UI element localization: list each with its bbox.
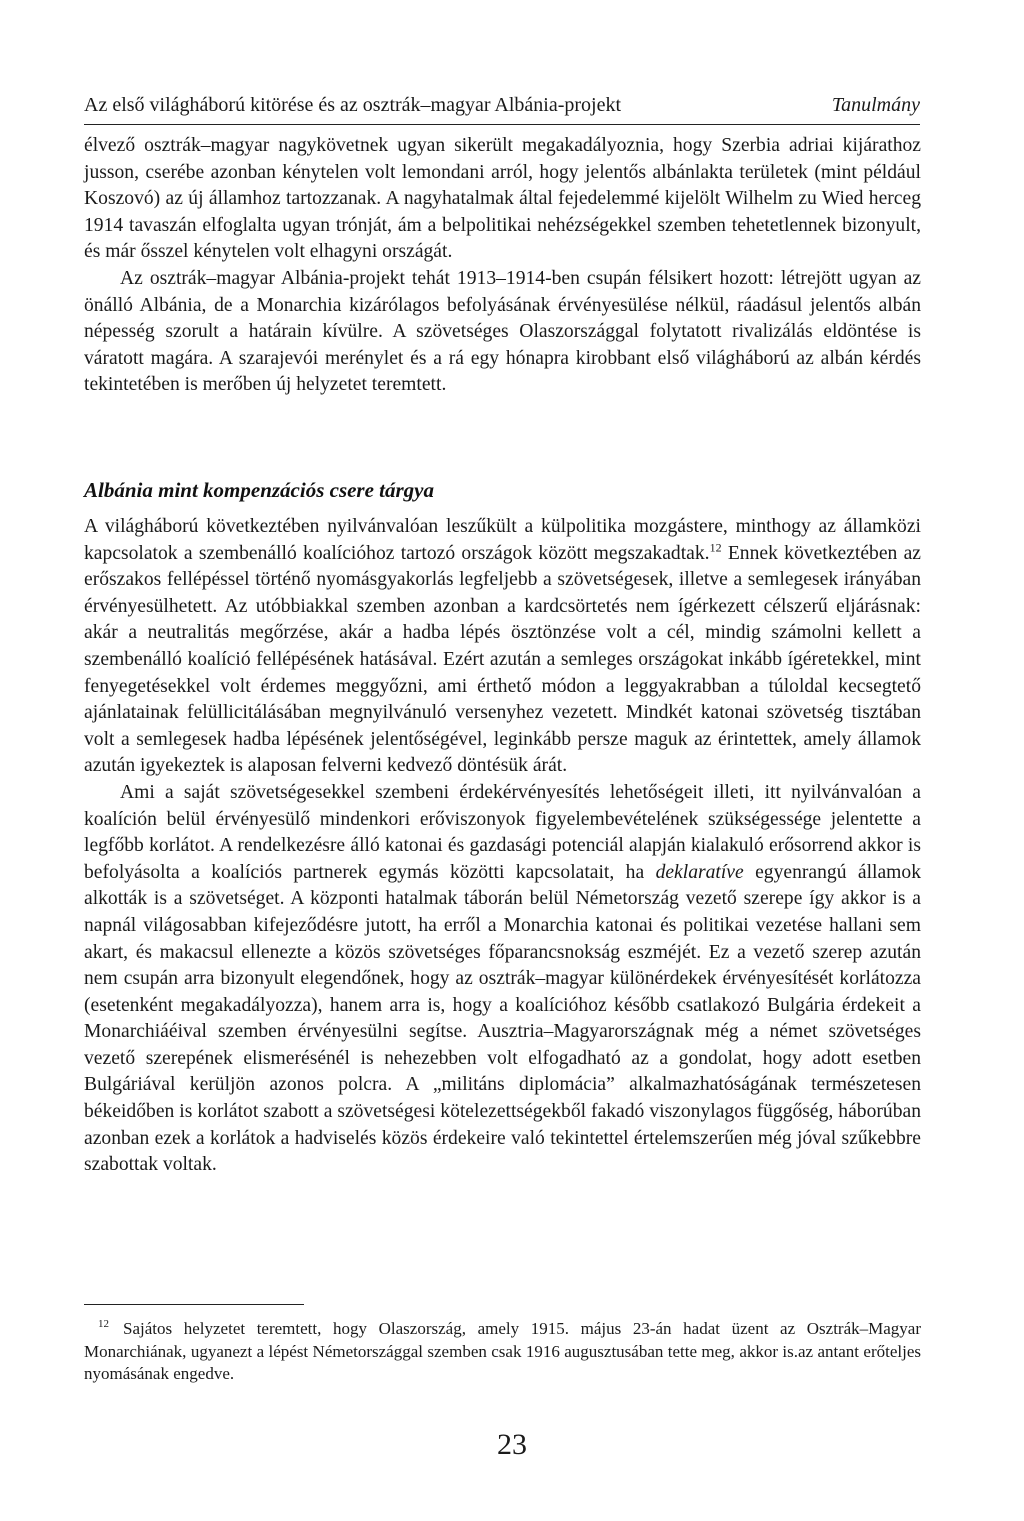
paragraph-text: Ami a saját szövetségesekkel szembeni érdekérvényesítés lehetőségeit illeti, itt nyilvánvalóan a koalíción belül érvényesülő mindenkori erőviszonyok figyelembevételének szükségessége jelentette a legfőbb korlátot. A rendelkezésre álló katonai és gazdasági potenciál alapján kialakuló erősorrend akkor is befolyásolta a koalíciós partnerek egymás közötti kapcsolatait, ha <box>84 781 921 883</box>
page-number: 23 <box>497 1428 527 1461</box>
italic-term: deklaratíve <box>655 861 744 883</box>
footnote-mark: 12 <box>98 1318 109 1331</box>
body-text-top <box>84 133 921 399</box>
paragraph-text: egyenrangú államok alkották is a szövetséget. A központi hatalmak táborán belül Németország vezető szerepe így akkor is a napnál világosabban kifejeződésre jutott, ha erről a Monarchia katonai és politikai vezetése hallani sem akart, és makacsul ellenezte a közös szövetséges főparancsnokság eszméjét. Ez a vezető szerep azután nem csupán arra bizonyult elegendőnek, hogy az osztrák–magyar különérdekek érvényesítését korlátozza (esetenként megakadályozza), hanem arra is, hogy a koalícióhoz később csatlakozó Bulgária érdekeit a Monarchiáéival szemben érvényesülni segítse. Ausztria–Magyarországnak még a német szövetséges vezető szerepének elismerésénél is nehezebben volt elfogadható az a gondolat, hogy adott esetben Bulgáriával kerüljön azonos polcra. A „militáns diplomácia” alkalmazhatóságának természetesen békeidőben is korlátot szabott a szövetségesi kötelezettségekből fakadó viszonylagos függőség, háborúban azonban ezek a korlátok a hadviselés közös érdekeire való tekintettel értelemszerűen még jóval szűkebbre szabottak voltak. <box>84 861 921 1176</box>
running-header <box>84 86 920 125</box>
paragraph: Az osztrák–magyar Albánia-projekt tehát 1913–1914-ben csupán félsikert hozott: létrejött ugyan az önálló Albánia, de a Monarchia kizárólagos befolyásának érvényesülése nélkül, ráadásul jelentős albán népesség szorult a határain kívülre. A szövetséges Olaszországgal folytatott rivalizálás eldöntése is váratott magára. A szarajevói merénylet és a rá egy hónapra kirobbant első világháború az albán kérdés tekintetében is merőben új helyzetet teremtett. <box>84 267 921 396</box>
footnote-text: Sajátos helyzetet teremtett, hogy Olaszország, amely 1915. május 23-án hadat üzent az Osztrák–Magyar Monarchiának, ugyanezt a lépést Németországgal szemben csak 1916 augusztusában tette meg, akkor is.az antant erőteljes nyomásának engedve. <box>84 1319 921 1383</box>
paragraph <box>84 514 921 780</box>
paragraph-continued: élvező osztrák–magyar nagykövetnek ugyan sikerült megakadályoznia, hogy Szerbia adriai kijárathoz jusson, cserébe azonban kénytelen volt lemondani arról, hogy jelentős albánlakta területek (mint például Koszovó) az új államhoz tartozzanak. A nagyhatalmak által fejedelemmé kijelölt Wilhelm zu Wied herceg 1914 tavaszán elfoglalta ugyan trónját, ám a belpolitikai nehézségekkel szemben tehetetlennek bizonyult, és már ősszel kénytelen volt elhagyni országát. <box>84 135 921 263</box>
running-title: Az első világháború kitörése és az osztrák–magyar Albánia-projekt <box>84 94 622 116</box>
section-label: Tanulmány <box>831 94 920 116</box>
section-heading: Albánia mint kompenzációs csere tárgya <box>84 478 435 502</box>
paragraph-text: Ennek következtében az erőszakos fellépéssel történő nyomásgyakorlás legfeljebb a szövetségesek, illetve a semlegesek irányában érvényesülhetett. Az utóbbiakkal szemben azonban a kardcsörtetés nem ígérkezett célszerű eljárásnak: akár a neutralitás megőrzése, akár a hadba lépés ösztönzése volt a cél, mindig számolni kellett a szembenálló koalíció fellépésének hatásával. Ezért azután a semleges országokat inkább ígéretekkel, mint fenyegetésekkel volt érdemes meggyőzni, ami érthető módon a leggyakrabban a túloldal kecsegtető ajánlatainak felüllicitálásában megnyilvánuló versenyhez vezetett. Mindkét katonai szövetség tisztában volt a semlegesek hadba lépésének jelentőségével, leginkább persze maguk az érintettek, amely államok azután igyekeztek is alaposan felverni kedvező döntésük árát. <box>84 542 921 777</box>
paragraph-text: A világháború következtében nyilvánvalóan leszűkült a külpolitika mozgástere, minthogy az államközi kapcsolatok a szembenálló koalícióhoz tartozó országok között megszakadtak. <box>84 516 921 564</box>
paragraph <box>84 780 921 1179</box>
footnote <box>84 1318 921 1386</box>
section-body <box>84 514 921 1179</box>
footnote-reference: 12 <box>709 540 722 555</box>
footnote-divider <box>84 1304 304 1305</box>
